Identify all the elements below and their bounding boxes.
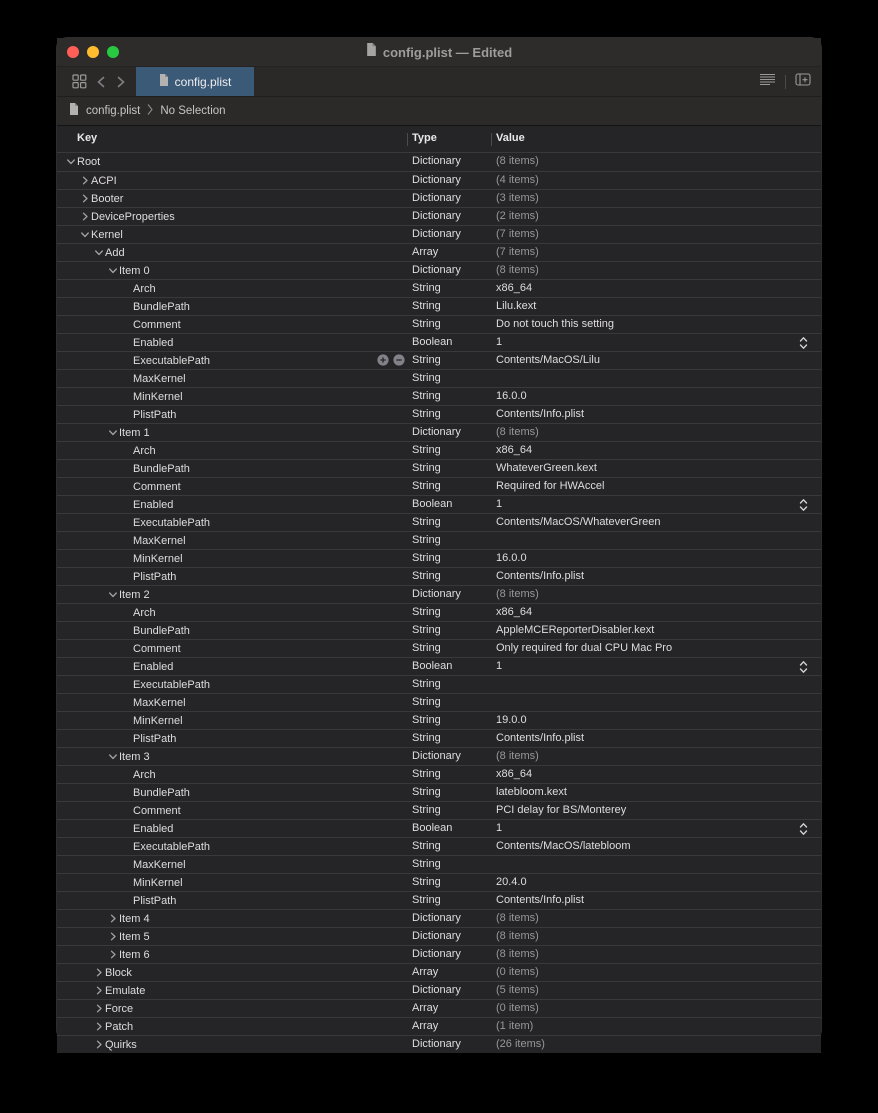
table-row[interactable] bbox=[57, 963, 821, 981]
row-type[interactable]: String bbox=[412, 678, 441, 690]
table-row[interactable] bbox=[57, 423, 821, 441]
row-type[interactable]: Boolean bbox=[412, 336, 453, 348]
breadcrumb-file[interactable]: config.plist bbox=[86, 105, 141, 117]
table-row[interactable] bbox=[57, 387, 821, 405]
row-type[interactable]: String bbox=[412, 840, 441, 852]
row-type[interactable]: String bbox=[412, 552, 441, 564]
row-type[interactable]: Dictionary bbox=[412, 930, 461, 942]
row-type[interactable]: Dictionary bbox=[412, 210, 461, 222]
table-row[interactable] bbox=[57, 441, 821, 459]
row-value[interactable]: PCI delay for BS/Monterey bbox=[496, 804, 627, 816]
table-row[interactable] bbox=[57, 513, 821, 531]
tab-config-plist[interactable] bbox=[136, 67, 254, 96]
row-type[interactable]: String bbox=[412, 876, 441, 888]
row-value[interactable]: (7 items) bbox=[496, 246, 539, 258]
row-type[interactable]: String bbox=[412, 858, 441, 870]
table-row[interactable] bbox=[57, 297, 821, 315]
breadcrumb bbox=[57, 97, 821, 126]
row-type[interactable]: Boolean bbox=[412, 498, 453, 510]
column-header-key[interactable]: Key bbox=[77, 132, 98, 144]
table-row[interactable] bbox=[57, 945, 821, 963]
table-row[interactable] bbox=[57, 279, 821, 297]
add-row-icon[interactable] bbox=[377, 354, 389, 369]
disclosure-chevron-icon[interactable] bbox=[92, 1004, 105, 1013]
table-row[interactable] bbox=[57, 999, 821, 1017]
row-value[interactable]: (5 items) bbox=[496, 984, 539, 996]
row-type[interactable]: Dictionary bbox=[412, 588, 461, 600]
zoom-button[interactable] bbox=[107, 46, 119, 58]
toolbar-divider bbox=[785, 75, 786, 89]
table-row[interactable] bbox=[57, 783, 821, 801]
xcode-plist-editor-window bbox=[57, 38, 821, 1051]
table-row[interactable] bbox=[57, 225, 821, 243]
disclosure-chevron-icon[interactable] bbox=[106, 752, 119, 761]
row-type[interactable]: Array bbox=[412, 246, 439, 258]
row-type[interactable]: String bbox=[412, 786, 441, 798]
table-row[interactable] bbox=[57, 153, 821, 171]
row-type[interactable]: String bbox=[412, 714, 441, 726]
table-row[interactable] bbox=[57, 459, 821, 477]
row-value[interactable]: WhateverGreen.kext bbox=[496, 462, 597, 474]
row-type[interactable]: String bbox=[412, 354, 441, 366]
disclosure-chevron-icon[interactable] bbox=[78, 176, 91, 185]
table-row[interactable] bbox=[57, 369, 821, 387]
row-key-label: Comment bbox=[133, 642, 181, 655]
table-row[interactable] bbox=[57, 765, 821, 783]
disclosure-chevron-icon[interactable] bbox=[106, 950, 119, 959]
row-value[interactable]: 19.0.0 bbox=[496, 714, 527, 726]
disclosure-chevron-icon[interactable] bbox=[92, 986, 105, 995]
row-key-label: Item 5 bbox=[119, 930, 150, 943]
table-row[interactable] bbox=[57, 729, 821, 747]
row-value[interactable]: (2 items) bbox=[496, 210, 539, 222]
table-header bbox=[57, 126, 821, 153]
table-row[interactable] bbox=[57, 189, 821, 207]
row-key-label: PlistPath bbox=[133, 408, 177, 421]
disclosure-chevron-icon[interactable] bbox=[78, 212, 91, 221]
row-key-label: Enabled bbox=[133, 498, 174, 511]
table-row[interactable] bbox=[57, 1017, 821, 1035]
table-row[interactable] bbox=[57, 675, 821, 693]
row-key-label: MinKernel bbox=[133, 876, 183, 889]
row-key-label: DeviceProperties bbox=[91, 210, 175, 223]
row-type[interactable]: Dictionary bbox=[412, 228, 461, 240]
disclosure-chevron-icon[interactable] bbox=[78, 194, 91, 203]
row-key-label: BundlePath bbox=[133, 300, 190, 313]
disclosure-chevron-icon[interactable] bbox=[92, 248, 105, 257]
row-type[interactable]: Dictionary bbox=[412, 912, 461, 924]
row-key-label: Enabled bbox=[133, 660, 174, 673]
tab-label: config.plist bbox=[174, 74, 232, 89]
table-row[interactable] bbox=[57, 819, 821, 837]
row-type[interactable]: Dictionary bbox=[412, 984, 461, 996]
row-key-label: Item 6 bbox=[119, 948, 150, 961]
row-key-label: Patch bbox=[105, 1020, 134, 1033]
breadcrumb-selection[interactable]: No Selection bbox=[160, 105, 226, 117]
row-key-label: ACPI bbox=[91, 174, 117, 187]
row-value[interactable]: x86_64 bbox=[496, 768, 533, 780]
row-value[interactable]: 16.0.0 bbox=[496, 552, 527, 564]
document-icon bbox=[159, 73, 169, 91]
row-value[interactable]: x86_64 bbox=[496, 444, 533, 456]
row-type[interactable]: String bbox=[412, 804, 441, 816]
traffic-lights bbox=[67, 46, 119, 58]
row-key-label: Kernel bbox=[91, 228, 123, 241]
row-type[interactable]: Boolean bbox=[412, 660, 453, 672]
row-type[interactable]: Array bbox=[412, 1020, 439, 1032]
row-key-label: Item 0 bbox=[119, 264, 150, 277]
row-key-label: Quirks bbox=[105, 1038, 137, 1051]
row-type[interactable]: String bbox=[412, 732, 441, 744]
column-divider[interactable] bbox=[407, 133, 408, 146]
table-row[interactable] bbox=[57, 585, 821, 603]
table-row[interactable] bbox=[57, 1035, 821, 1053]
row-type[interactable]: String bbox=[412, 570, 441, 582]
row-key-label: Add bbox=[105, 246, 125, 259]
row-key-label: Enabled bbox=[133, 822, 174, 835]
table-row[interactable] bbox=[57, 747, 821, 765]
table-row[interactable] bbox=[57, 333, 821, 351]
row-type[interactable]: Boolean bbox=[412, 822, 453, 834]
row-key-label: BundlePath bbox=[133, 624, 190, 637]
disclosure-chevron-icon[interactable] bbox=[64, 157, 77, 166]
row-key-label: MaxKernel bbox=[133, 372, 186, 385]
row-type[interactable]: String bbox=[412, 372, 441, 384]
remove-row-icon[interactable] bbox=[393, 354, 405, 369]
row-key-label: MinKernel bbox=[133, 714, 183, 727]
row-type[interactable]: Dictionary bbox=[412, 192, 461, 204]
row-type[interactable]: Array bbox=[412, 966, 439, 978]
row-key-label: BundlePath bbox=[133, 462, 190, 475]
disclosure-chevron-icon[interactable] bbox=[106, 914, 119, 923]
disclosure-chevron-icon[interactable] bbox=[92, 1022, 105, 1031]
table-row[interactable] bbox=[57, 873, 821, 891]
row-value[interactable]: (4 items) bbox=[496, 174, 539, 186]
row-key-label: MinKernel bbox=[133, 552, 183, 565]
disclosure-chevron-icon[interactable] bbox=[78, 230, 91, 239]
document-icon bbox=[366, 43, 377, 61]
table-row[interactable] bbox=[57, 693, 821, 711]
outline-rows bbox=[57, 153, 821, 1051]
table-row[interactable] bbox=[57, 621, 821, 639]
row-value[interactable]: (8 items) bbox=[496, 930, 539, 942]
row-value[interactable]: 16.0.0 bbox=[496, 390, 527, 402]
row-key-label: Root bbox=[77, 155, 101, 168]
row-key-label: Item 3 bbox=[119, 750, 150, 763]
row-type[interactable]: String bbox=[412, 516, 441, 528]
related-items-icon[interactable] bbox=[67, 67, 91, 96]
column-header-value[interactable]: Value bbox=[496, 132, 525, 144]
disclosure-chevron-icon[interactable] bbox=[106, 428, 119, 437]
row-key-label: PlistPath bbox=[133, 570, 177, 583]
table-row[interactable] bbox=[57, 243, 821, 261]
row-key-label: Booter bbox=[91, 192, 124, 205]
row-value[interactable]: 20.4.0 bbox=[496, 876, 527, 888]
table-row[interactable] bbox=[57, 405, 821, 423]
row-type[interactable]: String bbox=[412, 318, 441, 330]
table-row[interactable] bbox=[57, 207, 821, 225]
row-value[interactable]: x86_64 bbox=[496, 282, 533, 294]
title-bar[interactable] bbox=[57, 38, 821, 67]
row-type[interactable]: String bbox=[412, 768, 441, 780]
row-value[interactable]: (8 items) bbox=[496, 948, 539, 960]
row-type[interactable]: Dictionary bbox=[412, 155, 461, 167]
table-row[interactable] bbox=[57, 315, 821, 333]
row-value[interactable]: (8 items) bbox=[496, 588, 539, 600]
row-value[interactable]: 1 bbox=[496, 822, 503, 834]
row-key-label: BundlePath bbox=[133, 786, 190, 799]
row-key-label: ExecutablePath bbox=[133, 354, 211, 367]
column-header-type[interactable]: Type bbox=[412, 132, 437, 144]
row-key-label: Emulate bbox=[105, 984, 146, 997]
row-key-label: MinKernel bbox=[133, 390, 183, 403]
disclosure-chevron-icon[interactable] bbox=[106, 932, 119, 941]
row-key-label: Comment bbox=[133, 804, 181, 817]
row-value[interactable]: Lilu.kext bbox=[496, 300, 537, 312]
row-value[interactable]: Contents/MacOS/latebloom bbox=[496, 840, 631, 852]
row-type[interactable]: Dictionary bbox=[412, 1038, 461, 1050]
add-editor-icon[interactable] bbox=[795, 73, 811, 91]
row-value[interactable]: Contents/Info.plist bbox=[496, 894, 585, 906]
table-row[interactable] bbox=[57, 837, 821, 855]
row-value[interactable]: (7 items) bbox=[496, 228, 539, 240]
row-value[interactable]: Contents/MacOS/WhateverGreen bbox=[496, 516, 661, 528]
row-value[interactable]: Contents/Info.plist bbox=[496, 570, 585, 582]
row-value[interactable]: (3 items) bbox=[496, 192, 539, 204]
row-type[interactable]: String bbox=[412, 606, 441, 618]
row-value[interactable]: 1 bbox=[496, 336, 503, 348]
disclosure-chevron-icon[interactable] bbox=[106, 590, 119, 599]
row-value[interactable]: Contents/Info.plist bbox=[496, 732, 585, 744]
table-row[interactable] bbox=[57, 981, 821, 999]
row-key-label: PlistPath bbox=[133, 894, 177, 907]
row-key-label: Force bbox=[105, 1002, 134, 1015]
row-key-label: MaxKernel bbox=[133, 858, 186, 871]
code-review-icon[interactable] bbox=[759, 73, 776, 91]
row-type[interactable]: String bbox=[412, 480, 441, 492]
row-value[interactable]: Do not touch this setting bbox=[496, 318, 615, 330]
row-value[interactable]: (0 items) bbox=[496, 1002, 539, 1014]
table-row[interactable] bbox=[57, 855, 821, 873]
row-key-label: ExecutablePath bbox=[133, 840, 211, 853]
row-value[interactable]: (8 items) bbox=[496, 750, 539, 762]
window-title: config.plist — Edited bbox=[382, 44, 513, 60]
table-row[interactable] bbox=[57, 801, 821, 819]
row-key-label: MaxKernel bbox=[133, 534, 186, 547]
row-value[interactable]: 1 bbox=[496, 660, 503, 672]
document-icon bbox=[69, 102, 79, 120]
row-type[interactable]: String bbox=[412, 894, 441, 906]
back-icon[interactable] bbox=[91, 67, 111, 96]
row-value[interactable]: Contents/MacOS/Lilu bbox=[496, 354, 600, 366]
row-type[interactable]: String bbox=[412, 282, 441, 294]
row-key-label: Item 1 bbox=[119, 426, 150, 439]
table-row[interactable] bbox=[57, 603, 821, 621]
row-type[interactable]: Array bbox=[412, 1002, 439, 1014]
row-key-label: Arch bbox=[133, 282, 156, 295]
table-row[interactable] bbox=[57, 531, 821, 549]
row-type[interactable]: String bbox=[412, 696, 441, 708]
breadcrumb-chevron-icon bbox=[147, 102, 153, 120]
row-value[interactable]: Required for HWAccel bbox=[496, 480, 605, 492]
row-key-label: ExecutablePath bbox=[133, 516, 211, 529]
row-key-label: Item 2 bbox=[119, 588, 150, 601]
row-key-label: Block bbox=[105, 966, 132, 979]
row-key-label: Enabled bbox=[133, 336, 174, 349]
row-value[interactable]: (8 items) bbox=[496, 912, 539, 924]
row-key-label: MaxKernel bbox=[133, 696, 186, 709]
row-value[interactable]: (0 items) bbox=[496, 966, 539, 978]
row-value[interactable]: Only required for dual CPU Mac Pro bbox=[496, 642, 673, 654]
minimize-button[interactable] bbox=[87, 46, 99, 58]
row-value[interactable]: (8 items) bbox=[496, 426, 539, 438]
row-value[interactable]: (8 items) bbox=[496, 264, 539, 276]
row-type[interactable]: String bbox=[412, 300, 441, 312]
row-key-label: Arch bbox=[133, 606, 156, 619]
table-row[interactable] bbox=[57, 351, 821, 369]
row-type[interactable]: Dictionary bbox=[412, 948, 461, 960]
table-row[interactable] bbox=[57, 171, 821, 189]
row-type[interactable]: String bbox=[412, 534, 441, 546]
row-value[interactable]: 1 bbox=[496, 498, 503, 510]
table-row[interactable] bbox=[57, 477, 821, 495]
table-row[interactable] bbox=[57, 711, 821, 729]
row-key-label: ExecutablePath bbox=[133, 678, 211, 691]
row-type[interactable]: String bbox=[412, 444, 441, 456]
row-value[interactable]: latebloom.kext bbox=[496, 786, 567, 798]
column-divider[interactable] bbox=[491, 133, 492, 146]
row-key-label: Item 4 bbox=[119, 912, 150, 925]
row-type[interactable]: String bbox=[412, 390, 441, 402]
row-key-label: Arch bbox=[133, 768, 156, 781]
tab-bar bbox=[57, 67, 821, 97]
close-button[interactable] bbox=[67, 46, 79, 58]
table-row[interactable] bbox=[57, 639, 821, 657]
row-type[interactable]: Dictionary bbox=[412, 426, 461, 438]
row-type[interactable]: String bbox=[412, 462, 441, 474]
table-row[interactable] bbox=[57, 495, 821, 513]
table-row[interactable] bbox=[57, 549, 821, 567]
row-key-label: PlistPath bbox=[133, 732, 177, 745]
row-type[interactable]: Dictionary bbox=[412, 750, 461, 762]
table-row[interactable] bbox=[57, 261, 821, 279]
row-type[interactable]: String bbox=[412, 408, 441, 420]
row-value[interactable]: AppleMCEReporterDisabler.kext bbox=[496, 624, 655, 636]
row-value[interactable]: (8 items) bbox=[496, 155, 539, 167]
row-key-label: Comment bbox=[133, 318, 181, 331]
row-type[interactable]: Dictionary bbox=[412, 174, 461, 186]
row-type[interactable]: String bbox=[412, 642, 441, 654]
table-row[interactable] bbox=[57, 909, 821, 927]
disclosure-chevron-icon[interactable] bbox=[92, 1040, 105, 1049]
row-key-label: Arch bbox=[133, 444, 156, 457]
row-value[interactable]: Contents/Info.plist bbox=[496, 408, 585, 420]
table-row[interactable] bbox=[57, 891, 821, 909]
forward-icon[interactable] bbox=[111, 67, 131, 96]
row-value[interactable]: (26 items) bbox=[496, 1038, 545, 1050]
row-value[interactable]: (1 item) bbox=[496, 1020, 534, 1032]
table-row[interactable] bbox=[57, 927, 821, 945]
table-row[interactable] bbox=[57, 567, 821, 585]
row-value[interactable]: x86_64 bbox=[496, 606, 533, 618]
row-key-label: Comment bbox=[133, 480, 181, 493]
row-type[interactable]: String bbox=[412, 624, 441, 636]
disclosure-chevron-icon[interactable] bbox=[92, 968, 105, 977]
disclosure-chevron-icon[interactable] bbox=[106, 266, 119, 275]
row-type[interactable]: Dictionary bbox=[412, 264, 461, 276]
table-row[interactable] bbox=[57, 657, 821, 675]
